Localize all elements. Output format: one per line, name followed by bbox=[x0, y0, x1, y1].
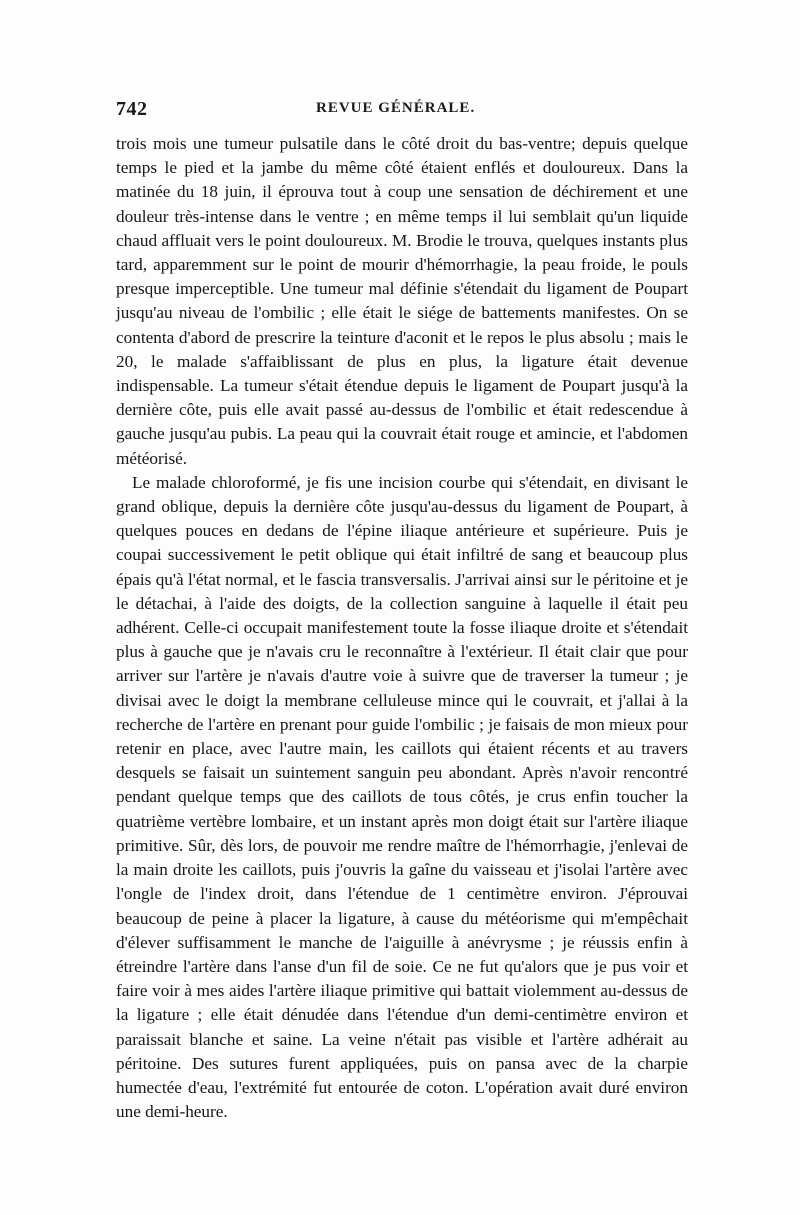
paragraph-operation: Le malade chloroformé, je fis une incision courbe qui s'étendait, en divisant le grand oblique, depuis la dernière côte jusqu'au-dessus du ligament de Poupart, à quelques pouces en dedans de l'épine iliaque antérieure et supérieure. Puis je coupai successivement le petit oblique qui était infiltré de sang et beaucoup plus épais qu'à l'état normal, et le fascia transversalis. J'arrivai ainsi sur le péritoine et je le détachai, à l'aide des doigts, de la collection sanguine à laquelle il était peu adhérent. Celle-ci occupait manifestement toute la fosse iliaque droite et s'étendait plus à gauche que je n'avais cru le reconnaître à l'extérieur. Il était clair que pour arriver sur l'artère je n'avais d'autre voie à suivre que de traverser la tumeur ; je divisai avec le doigt la membrane celluleuse mince qui le couvrait, et j'allai à la recherche de l'artère en prenant pour guide l'ombilic ; je faisais de mon mieux pour retenir en place, avec l'autre main, les caillots qui étaient récents et au travers desquels se faisait un suintement sanguin peu abondant. Après n'avoir rencontré pendant quelque temps que des caillots de tous côtés, je crus enfin toucher la quatrième vertèbre lombaire, et un instant après mon doigt était sur l'artère iliaque primitive. Sûr, dès lors, de pouvoir me rendre maître de l'hémorrhagie, j'enlevai de la main droite les caillots, puis j'ouvris la gaîne du vaisseau et j'isolai l'artère avec l'ongle de l'index droit, dans l'étendue de 1 centimètre environ. J'éprouvai beaucoup de peine à placer la ligature, à cause du météorisme qui m'empêchait d'élever suffisamment le manche de l'aiguille à anévrysme ; je réussis enfin à étreindre l'artère dans l'anse d'un fil de soie. Ce ne fut qu'alors que je pus voir et faire voir à mes aides l'artère iliaque primitive qui battait violemment au-dessus de la ligature ; elle était dénudée dans l'étendue d'un demi-centimètre environ et paraissait blanche et saine. La veine n'était pas visible et l'artère adhérait au péritoine. Des sutures furent appliquées, puis on pansa avec de la charpie humectée d'eau, l'extrémité fut entourée de coton. L'opération avait duré environ une demi-heure. bbox=[116, 472, 688, 1122]
page-number: 742 bbox=[116, 98, 148, 120]
running-head bbox=[116, 98, 684, 124]
paragraph-continued: trois mois une tumeur pulsatile dans le côté droit du bas-ventre; depuis quelque temps le pied et la jambe du même côté étaient enflés et douloureux. Dans la matinée du 18 juin, il éprouva tout à coup une sensation de déchirement et une douleur très-intense dans le ventre ; en même temps il lui semblait qu'un liquide chaud affluait vers le point douloureux. M. Brodie le trouva, quelques instants plus tard, apparemment sur le point de mourir d'hémorrhagie, la peau froide, le pouls presque imperceptible. Une tumeur mal définie s'étendait du ligament de Poupart jusqu'au niveau de l'ombilic ; elle était le siége de battements manifestes. On se contenta d'abord de prescrire la teinture d'aconit et le repos le plus absolu ; mais le 20, le malade s'affaiblissant de plus en plus, la ligature était devenue indispensable. La tumeur s'était étendue depuis le ligament de Poupart jusqu'à la dernière côte, puis elle avait passé au-dessus de l'ombilic et était redescendue à gauche jusqu'au pubis. La peau qui la couvrait était rouge et amincie, et l'abdomen météorisé. bbox=[116, 134, 688, 468]
body-text bbox=[116, 132, 688, 1124]
journal-title: REVUE GÉNÉRALE. bbox=[316, 100, 476, 116]
